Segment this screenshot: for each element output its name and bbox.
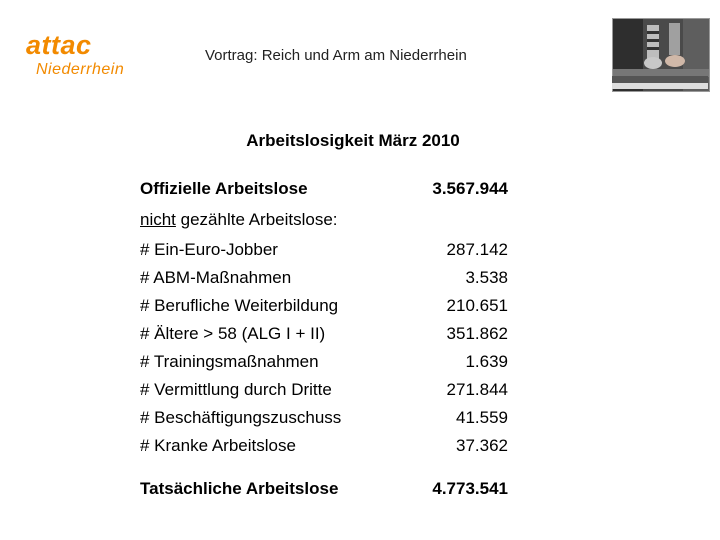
- item-label: # ABM-Maßnahmen: [140, 268, 292, 287]
- item-value: 271.844: [446, 380, 508, 399]
- list-item: [140, 379, 508, 401]
- photo-banner: [612, 76, 708, 83]
- subheading-underlined-word: nicht: [140, 210, 176, 229]
- item-label: # Ältere > 58 (ALG I + II): [140, 324, 326, 343]
- item-value: 287.142: [446, 240, 508, 259]
- logo-sub-text: Niederrhein: [36, 61, 125, 78]
- item-value: 3.538: [465, 268, 508, 287]
- official-unemployed-row: [140, 178, 508, 200]
- actual-unemployed-row: [140, 478, 508, 500]
- photo-caption: [612, 83, 708, 89]
- slide-title: Arbeitslosigkeit März 2010: [246, 131, 460, 150]
- item-label: # Vermittlung durch Dritte: [140, 380, 332, 399]
- list-item: [140, 239, 508, 261]
- item-label: # Berufliche Weiterbildung: [140, 296, 339, 315]
- item-label: # Ein-Euro-Jobber: [140, 240, 278, 259]
- item-value: 37.362: [456, 436, 508, 455]
- list-item: [140, 267, 508, 289]
- official-unemployed-value: 3.567.944: [432, 179, 508, 198]
- subheading-rest: gezählte Arbeitslose:: [175, 210, 338, 229]
- item-label: # Kranke Arbeitslose: [140, 436, 296, 455]
- presentation-title: Vortrag: Reich und Arm am Niederrhein: [205, 47, 467, 64]
- uncounted-subheading: [140, 209, 338, 231]
- list-item: [140, 435, 508, 457]
- item-value: 1.639: [465, 352, 508, 371]
- official-unemployed-label: Offizielle Arbeitslose: [140, 179, 308, 198]
- item-value: 210.651: [446, 296, 508, 315]
- logo-main-text: attac: [26, 30, 92, 60]
- list-item: [140, 295, 508, 317]
- item-value: 351.862: [446, 324, 508, 343]
- actual-unemployed-value: 4.773.541: [432, 479, 508, 498]
- item-label: # Trainingsmaßnahmen: [140, 352, 319, 371]
- actual-unemployed-label: Tatsächliche Arbeitslose: [140, 479, 339, 498]
- list-item: [140, 407, 508, 429]
- list-item: [140, 351, 508, 373]
- item-label: # Beschäftigungszuschuss: [140, 408, 342, 427]
- list-item: [140, 323, 508, 345]
- item-value: 41.559: [456, 408, 508, 427]
- attac-logo: [26, 30, 124, 80]
